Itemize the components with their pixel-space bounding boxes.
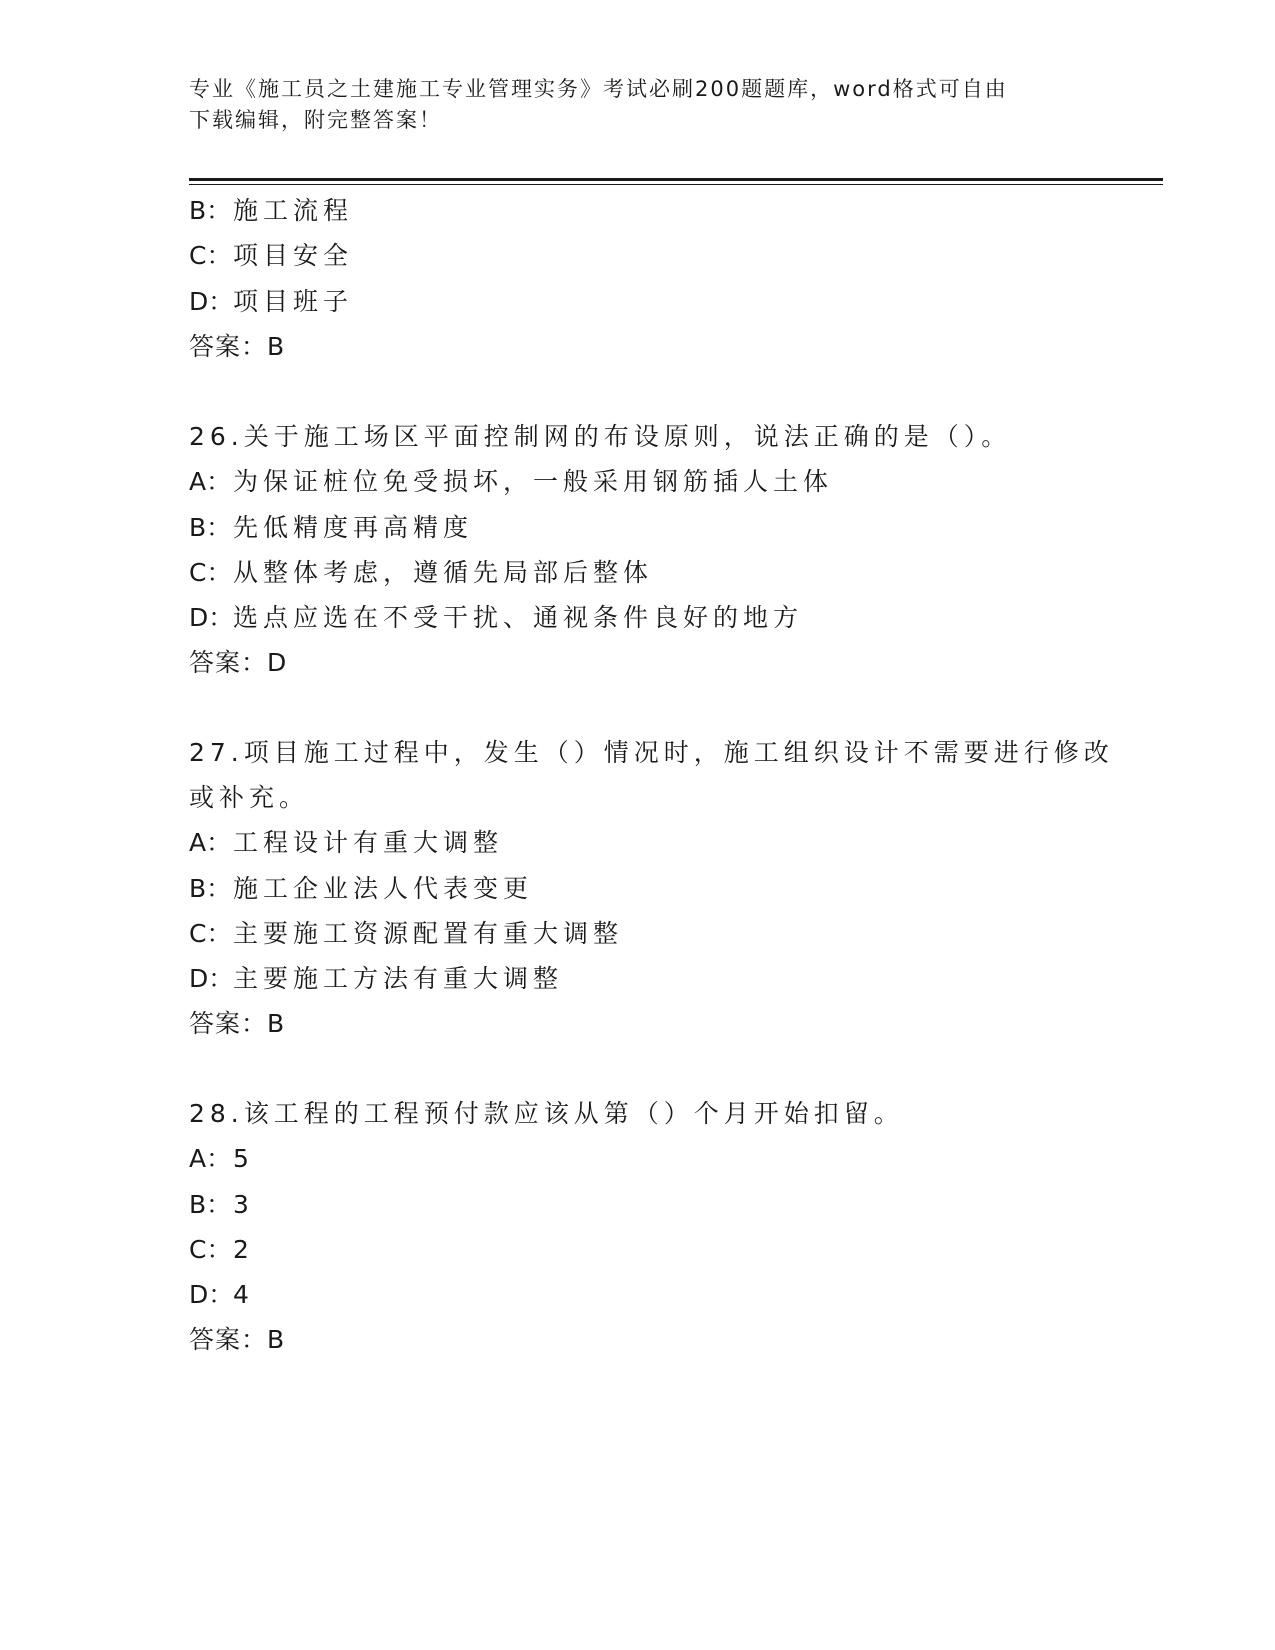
answer-line: 答案：B bbox=[189, 332, 286, 361]
answer-line: 答案：B bbox=[189, 1009, 286, 1038]
option-key: D： bbox=[189, 287, 234, 316]
option-a bbox=[189, 465, 833, 499]
option-key: B： bbox=[189, 196, 232, 225]
option-a bbox=[189, 826, 503, 860]
option-text: 3 bbox=[233, 1190, 254, 1219]
option-text: 项目安全 bbox=[233, 241, 354, 270]
question-stem-continued: 或补充。 bbox=[189, 783, 310, 812]
option-b bbox=[189, 872, 533, 906]
option-a bbox=[189, 1142, 254, 1176]
option-d bbox=[189, 285, 353, 319]
option-key: B： bbox=[189, 1190, 232, 1219]
option-key: A： bbox=[189, 467, 232, 496]
option-text: 工程设计有重大调整 bbox=[233, 828, 504, 857]
option-b bbox=[189, 511, 473, 545]
option-d bbox=[189, 601, 803, 635]
option-text: 先低精度再高精度 bbox=[233, 513, 474, 542]
option-text: 施工流程 bbox=[233, 196, 354, 225]
question-stem: 27.项目施工过程中，发生（）情况时，施工组织设计不需要进行修改 bbox=[189, 738, 1114, 767]
option-b bbox=[189, 1188, 254, 1222]
option-text: 4 bbox=[233, 1280, 254, 1309]
option-key: D： bbox=[189, 603, 234, 632]
option-c bbox=[189, 917, 623, 951]
question-stem: 28.该工程的工程预付款应该从第（）个月开始扣留。 bbox=[189, 1099, 904, 1128]
option-text: 5 bbox=[233, 1144, 254, 1173]
header-line-2: 下载编辑，附完整答案！ bbox=[189, 108, 442, 132]
header-rule-thin bbox=[189, 184, 1163, 185]
option-key: A： bbox=[189, 828, 232, 857]
option-text: 为保证桩位免受损坏，一般采用钢筋插人土体 bbox=[233, 467, 834, 496]
option-b bbox=[189, 194, 353, 228]
option-key: B： bbox=[189, 874, 232, 903]
option-text: 施工企业法人代表变更 bbox=[233, 874, 534, 903]
option-key: D： bbox=[189, 1280, 234, 1309]
option-key: C： bbox=[189, 919, 232, 948]
option-text: 从整体考虑，遵循先局部后整体 bbox=[233, 558, 654, 587]
question-stem: 26.关于施工场区平面控制网的布设原则，说法正确的是（）。 bbox=[189, 422, 1012, 451]
option-key: C： bbox=[189, 1235, 232, 1264]
header-line-1: 专业《施工员之土建施工专业管理实务》考试必刷200题题库，word格式可自由 bbox=[189, 77, 1008, 101]
option-key: B： bbox=[189, 513, 232, 542]
option-d bbox=[189, 962, 563, 996]
option-d bbox=[189, 1278, 254, 1312]
option-c bbox=[189, 1233, 254, 1267]
option-key: A： bbox=[189, 1144, 232, 1173]
document-header bbox=[189, 74, 1089, 136]
option-text: 主要施工资源配置有重大调整 bbox=[233, 919, 624, 948]
answer-line: 答案：D bbox=[189, 648, 288, 677]
option-text: 项目班子 bbox=[233, 287, 354, 316]
option-key: C： bbox=[189, 558, 232, 587]
option-c bbox=[189, 556, 653, 590]
option-text: 主要施工方法有重大调整 bbox=[233, 964, 564, 993]
option-text: 选点应选在不受干扰、通视条件良好的地方 bbox=[233, 603, 804, 632]
option-key: D： bbox=[189, 964, 234, 993]
answer-line: 答案：B bbox=[189, 1325, 286, 1354]
header-rule-thick bbox=[189, 178, 1163, 181]
option-key: C： bbox=[189, 241, 232, 270]
option-c bbox=[189, 239, 353, 273]
option-text: 2 bbox=[233, 1235, 254, 1264]
